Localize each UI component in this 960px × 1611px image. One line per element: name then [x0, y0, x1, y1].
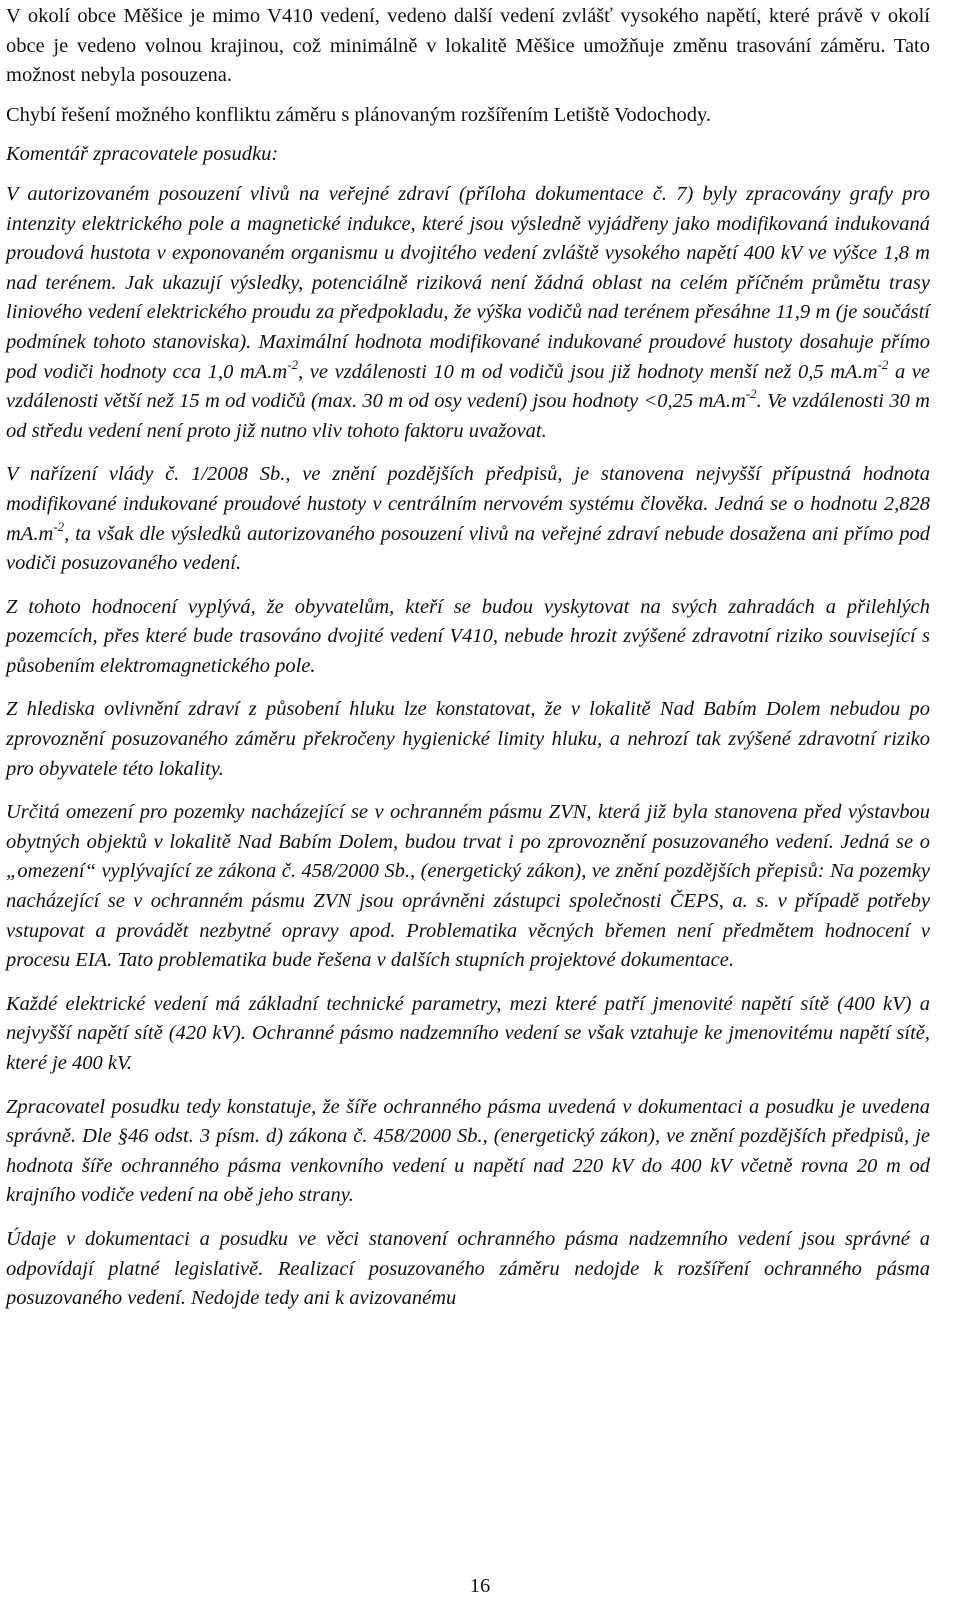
text-run: , ve vzdálenosti 10 m od vodičů jsou již hodnoty menší než 0,5 mA.m — [298, 360, 878, 383]
paragraph-health-assessment — [6, 180, 930, 446]
paragraph-legislation-compliance: Údaje v dokumentaci a posudku ve věci stanovení ochranného pásma nadzemního vedení jsou správné a odpovídají platné legislativě. Realizací posuzovaného záměru nedojde k rozšíření ochranného pásma posuzovaného vedení. Nedojde tedy ani k avizovanému — [6, 1227, 930, 1310]
superscript: -2 — [53, 518, 65, 534]
text-run: V nařízení vlády č. 1/2008 Sb., ve znění pozdějších předpisů, je stanovena nejvyšší přípustná hodnota modifikované indukované proudové hustoty v centrálním nervovém systému člověka. Jedná se o hodnotu 2,828 mA.m — [6, 463, 930, 545]
paragraph-noise-impact: Z hlediska ovlivnění zdraví z působení hluku lze konstatovat, že v lokalitě Nad Babím Dolem nebudou po zprovoznění posuzovaného záměru překročeny hygienické limity hluku, a nehrozí tak zvýšené zdravotní riziko pro obyvatele této lokality. — [6, 698, 930, 780]
text-run: , ta však dle výsledků autorizovaného posouzení vlivů na veřejné zdraví nebude dosažena ani přímo pod vodiči posuzovaného vedení. — [6, 522, 930, 575]
paragraph-protection-zone-limits: Určitá omezení pro pozemky nacházející se v ochranném pásmu ZVN, která již byla stanovena před výstavbou obytných objektů v lokalitě Nad Babím Dolem, budou trvat i po zprovoznění posuzovaného vedení. Jedná se o „omezení“ vyplývající ze zákona č. 458/2000 Sb., (energetický zákon), ve znění pozdějších přepisů: Na pozemky nacházející se v ochranném pásmu ZVN jsou oprávněni zástupci společnosti ČEPS, a. s. v případě potřeby vstupovat a provádět nezbytné opravy apod. Problematika věcných břemen není předmětem hodnocení v procesu EIA. Tato problematika bude řešena v dalších stupních projektové dokumentace. — [6, 801, 930, 972]
text-run: V autorizovaném posouzení vlivů na veřejné zdraví (příloha dokumentace č. 7) byly zpracovány grafy pro intenzity elektrického pole a magnetické indukce, které jsou výsledně vyjádřeny jako modifikovaná indukovaná proudová hustota v exponovaném organismu u dvojitého vedení zvláště vysokého napětí 400 kV ve výšce 1,8 m nad terénem. Jak ukazují výsledky, potenciálně riziková není žádná oblast na celém příčném průmětu trasy liniového vedení elektrického proudu za předpokladu, že výška vodičů nad terénem přesáhne 11,9 m (je součástí podmínek tohoto stanoviska). Maximální hodnota modifikované indukované proudové hustoty dosahuje přímo pod vodiči hodnoty cca 1,0 mA.m — [6, 182, 930, 383]
text-run: . Ve vzdálenosti 30 m od středu vedení není proto již nutno vliv tohoto faktoru uvažovat. — [6, 390, 930, 442]
paragraph-voltage-parameters: Každé elektrické vedení má základní technické parametry, mezi které patří jmenovité napětí sítě (400 kV) a nejvyšší napětí sítě (420 kV). Ochranné pásmo nadzemního vedení se však vztahuje ke jmenovitému napětí sítě, které je 400 kV. — [6, 992, 930, 1074]
paragraph-conclusion-em-field: Z tohoto hodnocení vyplývá, že obyvatelům, kteří se budou vyskytovat na svých zahradách a přilehlých pozemcích, přes které bude trasováno dvojité vedení V410, nebude hrozit zvýšené zdravotní riziko související s působením elektromagnetického pole. — [6, 595, 930, 677]
document-page — [6, 2, 930, 1328]
superscript: -2 — [745, 386, 757, 402]
paragraph-airport-conflict: Chybí řešení možného konfliktu záměru s plánovaným rozšířením Letiště Vodochody. — [6, 103, 712, 126]
paragraph-measice-routing: V okolí obce Měšice je mimo V410 vedení, vedeno další vedení zvlášť vysokého napětí, které právě v okolí obce je vedeno volnou krajinou, což minimálně v lokalitě Měšice umožňuje změnu trasování záměru. Tato možnost nebyla posouzena. — [6, 5, 930, 87]
text-run: a ve vzdálenosti větší než 15 m od vodičů (max. 30 m od osy vedení) jsou hodnoty <0,25 mA.m — [6, 360, 930, 413]
superscript: -2 — [877, 356, 889, 372]
superscript: -2 — [287, 356, 299, 372]
paragraph-government-regulation — [6, 460, 930, 578]
paragraph-zone-width: Zpracovatel posudku tedy konstatuje, že šíře ochranného pásma uvedená v dokumentaci a posudku je uvedena správně. Dle §46 odst. 3 písm. d) zákona č. 458/2000 Sb., (energetický zákon), ve znění pozdějších předpisů, je hodnota šíře ochranného pásma venkovního vedení u napětí nad 220 kV do 400 kV včetně rovna 20 m od krajního vodiče vedení na obě jeho strany. — [6, 1095, 930, 1207]
page-number: 16 — [469, 1575, 491, 1597]
comment-heading: Komentář zpracovatele posudku: — [6, 143, 279, 166]
